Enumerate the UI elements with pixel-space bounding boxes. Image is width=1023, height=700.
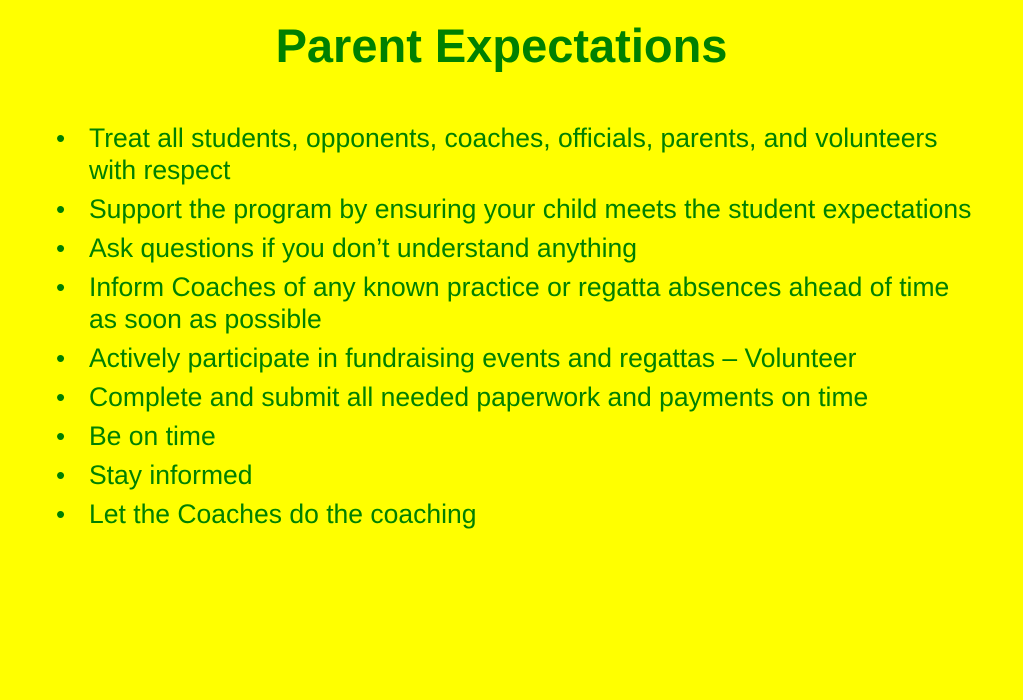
- bullet-icon: •: [56, 343, 66, 373]
- list-item: [54, 459, 984, 491]
- bullet-list: [54, 122, 984, 537]
- bullet-text: Treat all students, opponents, coaches, officials, parents, and volunteers with respect: [89, 123, 938, 185]
- bullet-text: Be on time: [89, 421, 216, 451]
- bullet-text: Actively participate in fundraising events and regattas – Volunteer: [89, 343, 857, 373]
- bullet-text: Complete and submit all needed paperwork and payments on time: [89, 382, 869, 412]
- list-item: [54, 381, 984, 413]
- bullet-icon: •: [56, 272, 66, 302]
- list-item: [54, 232, 984, 264]
- list-item: [54, 271, 984, 335]
- list-item: [54, 498, 984, 530]
- list-item: [54, 122, 984, 186]
- list-item: [54, 193, 984, 225]
- bullet-icon: •: [56, 233, 66, 263]
- list-item: [54, 420, 984, 452]
- list-item: [54, 342, 984, 374]
- bullet-text: Inform Coaches of any known practice or regatta absences ahead of time as soon as possible: [89, 272, 950, 334]
- bullet-icon: •: [56, 421, 66, 451]
- bullet-icon: •: [56, 123, 66, 153]
- bullet-icon: •: [56, 382, 66, 412]
- bullet-text: Stay informed: [89, 460, 253, 490]
- bullet-icon: •: [56, 499, 66, 529]
- bullet-text: Support the program by ensuring your child meets the student expectations: [89, 194, 972, 224]
- bullet-text: Ask questions if you don’t understand anything: [89, 233, 638, 263]
- bullet-text: Let the Coaches do the coaching: [89, 499, 477, 529]
- slide-title: Parent Expectations: [275, 19, 728, 72]
- bullet-icon: •: [56, 194, 66, 224]
- bullet-icon: •: [56, 460, 66, 490]
